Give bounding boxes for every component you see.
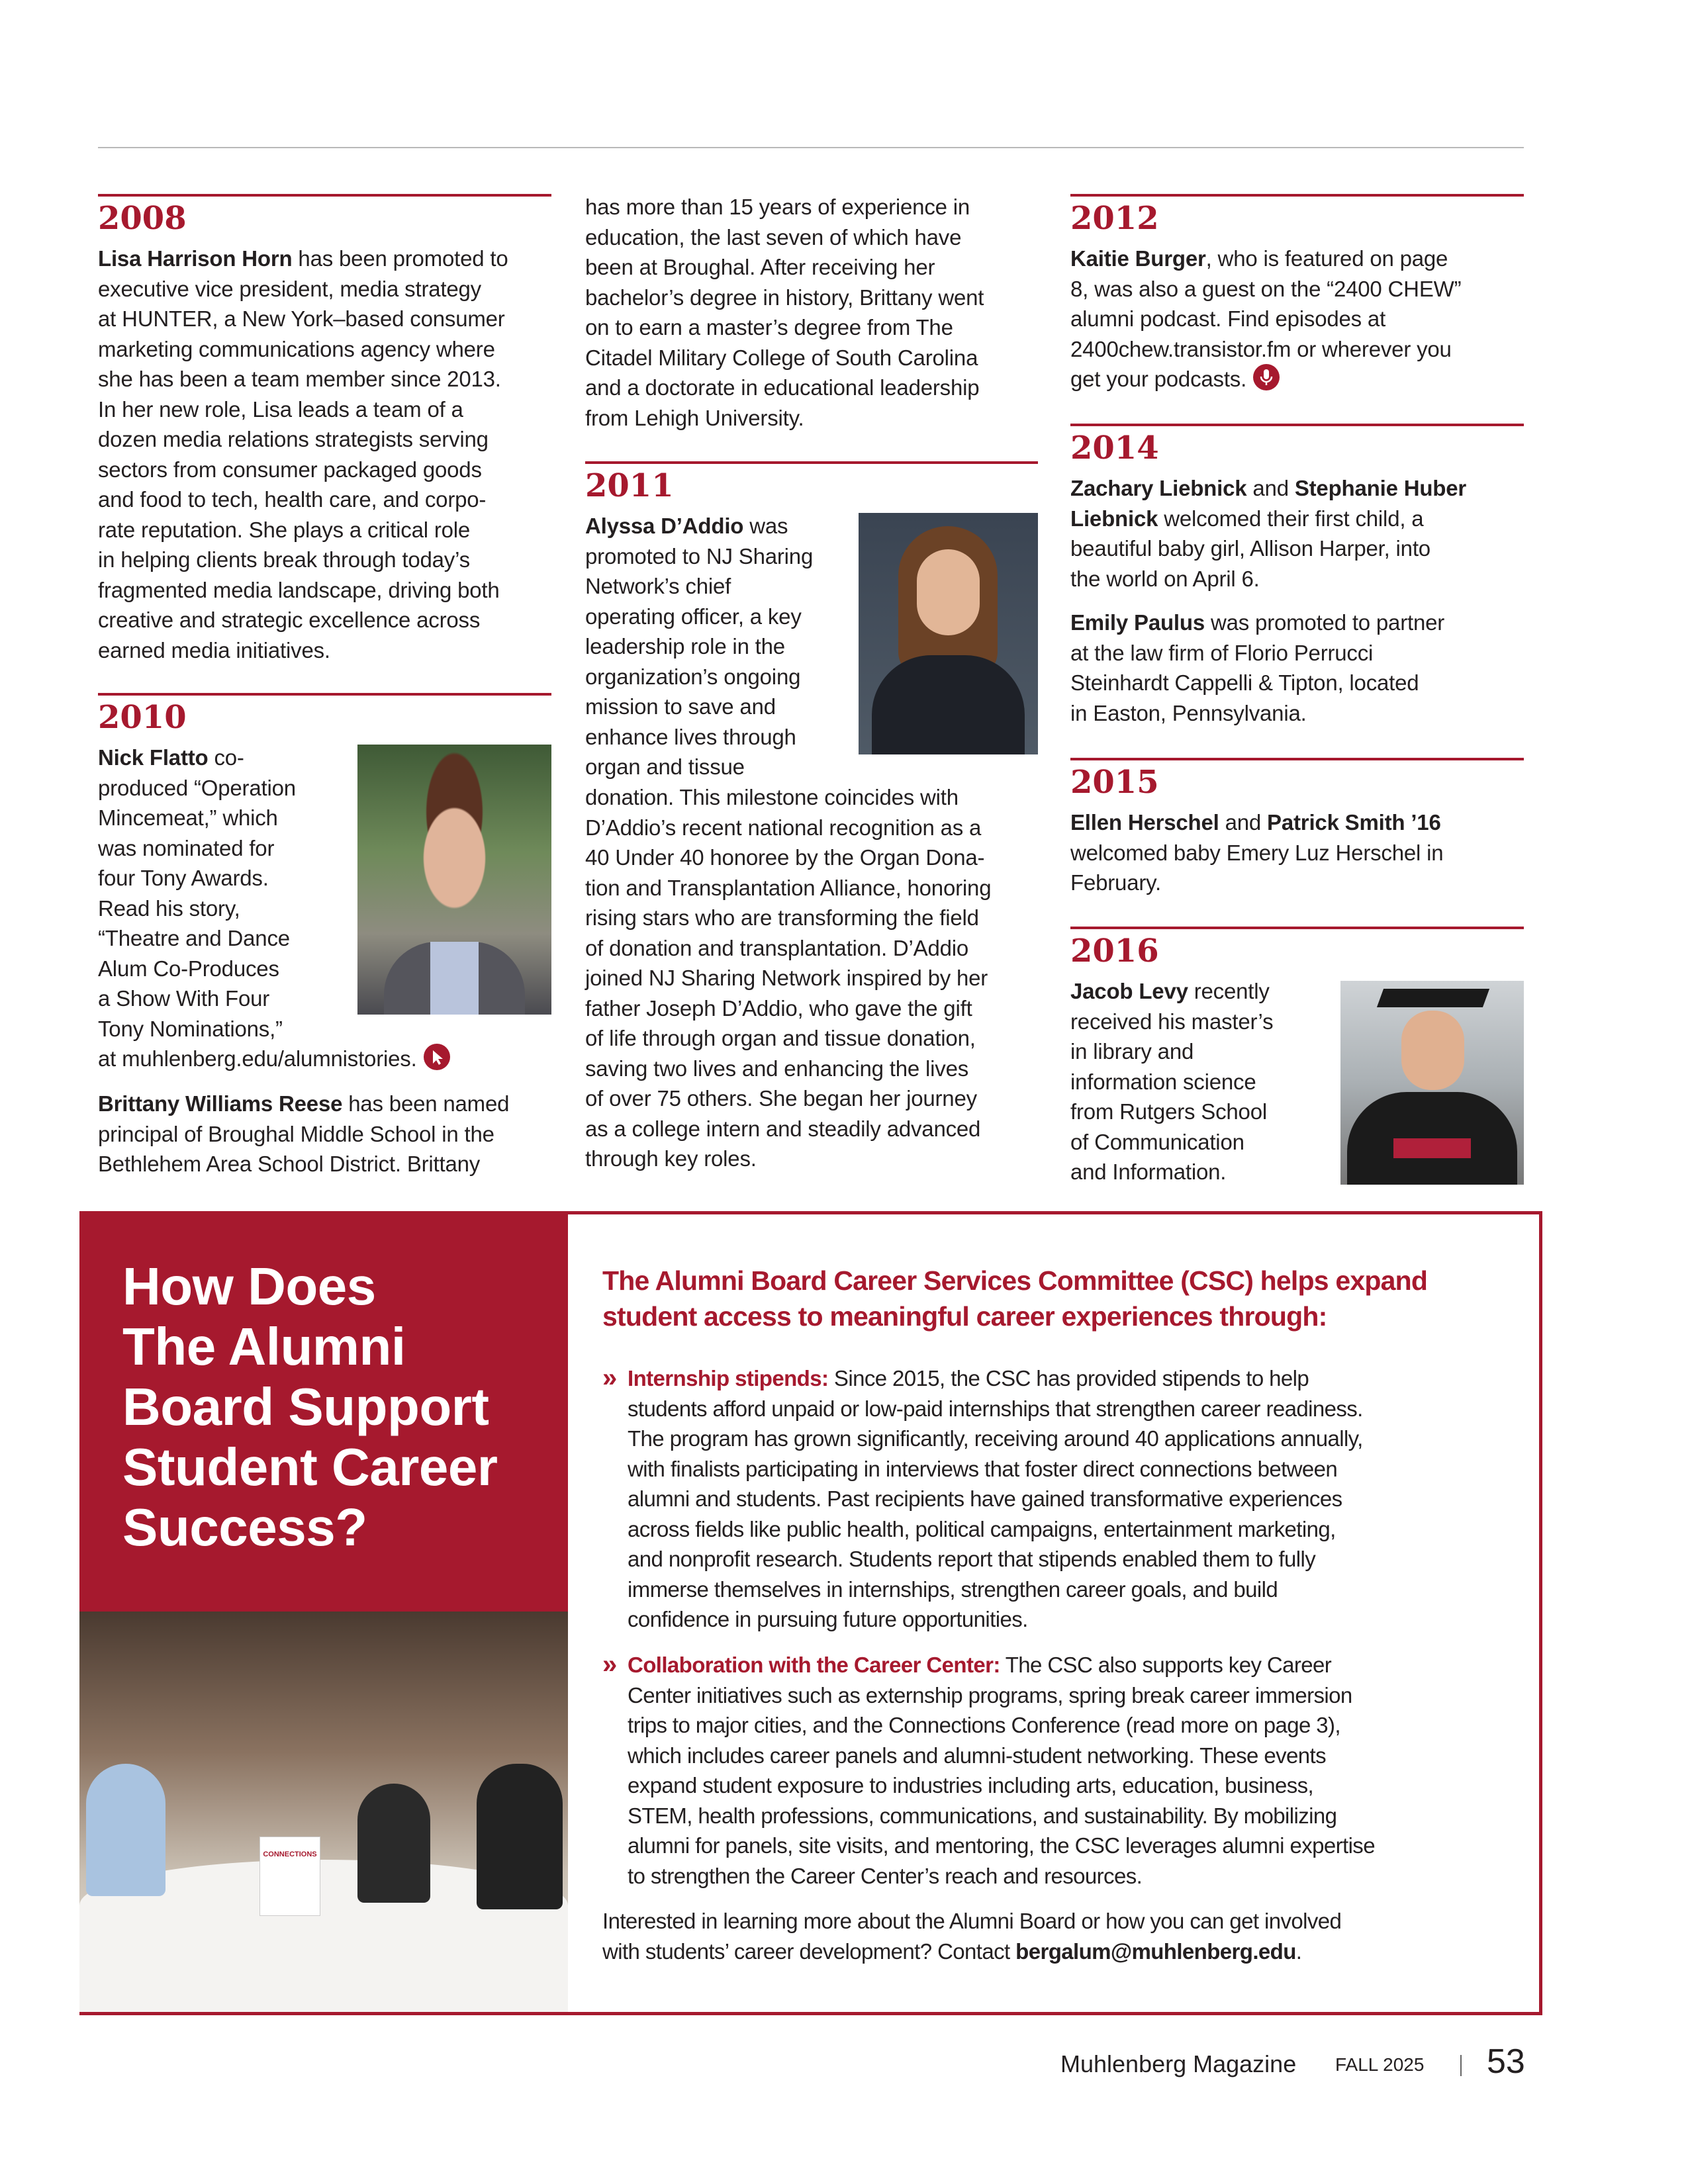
alum-name: Zachary Liebnick	[1070, 476, 1247, 500]
alyssa-daddio-photo	[859, 513, 1038, 754]
bullet-text: students afford unpaid or low-paid internships that strengthen career readiness. The program has grown significantly, receiving around 40 applications annually, with finalists participating in interviews that foster direct connections between alumni and students. Past recipients have gained transformative experiences across fields like public health, political campaigns, entertainment marketing, and nonprofit research. Students report that stipends enabled them to fully immerse themselves in internships, strengthen career goals, and build confidence in pursuing future opportunities.	[628, 1396, 1363, 1631]
alum-name: Lisa Harrison Horn	[98, 246, 293, 271]
section-rule	[1070, 424, 1524, 426]
note-text: was promoted to NJ Sharing Network’s chief operating officer, a key leadership role in the organization’s ongoing mission to save and enhance lives through organ and tissue	[585, 514, 814, 779]
nick-flatto-photo	[357, 745, 551, 1015]
closing-text: .	[1295, 1938, 1302, 1964]
note-text: and	[1219, 810, 1268, 835]
alum-name: Ellen Herschel	[1070, 810, 1219, 835]
note-herschel-smith	[1070, 807, 1534, 898]
note-text: was promoted to partner at the law firm of Florio Perrucci Steinhardt Cappelli & Tipton, located in Easton, Pennsylvania.	[1070, 610, 1445, 725]
feature-headline: How Does The Alumni Board Support Student Career Success?	[122, 1257, 498, 1557]
alum-name: Alyssa D’Addio	[585, 514, 744, 538]
bullet-label: Collaboration with the Career Center:	[628, 1653, 1000, 1677]
note-text: and	[1246, 476, 1295, 500]
note-lisa-harrison-horn	[98, 244, 561, 665]
year-heading-2016: 2016	[1070, 933, 1159, 970]
alum-name: Stephanie Huber Liebnick	[1070, 476, 1467, 531]
chevron-bullet-icon: »	[602, 1363, 618, 1392]
bullet-internship-stipends	[628, 1363, 1528, 1635]
note-text: has been named principal of Broughal Middle School in the Bethlehem Area School District. Brittany	[98, 1091, 510, 1176]
section-rule	[98, 194, 551, 197]
feature-closing	[602, 1906, 1529, 1966]
year-heading-2008: 2008	[98, 200, 187, 237]
microphone-icon[interactable]	[1253, 364, 1280, 390]
note-liebnick	[1070, 473, 1534, 594]
chevron-bullet-icon: »	[602, 1650, 618, 1679]
section-rule	[1070, 758, 1524, 760]
closing-text: Interested in learning more about the Alumni Board or how you can get involved with students’ career development? Contact	[602, 1909, 1342, 1964]
alum-name: Emily Paulus	[1070, 610, 1205, 635]
contact-email-link[interactable]: bergalum@muhlenberg.edu	[1015, 1938, 1296, 1964]
note-text: welcomed baby Emery Luz Herschel in February.	[1070, 840, 1444, 895]
alum-name: Brittany Williams Reese	[98, 1091, 343, 1116]
alum-name: Nick Flatto	[98, 745, 209, 770]
note-brittany-williams-reese	[98, 1089, 561, 1179]
alum-name: Kaitie Burger	[1070, 246, 1206, 271]
note-jacob-levy	[1070, 976, 1335, 1187]
bullet-text: The CSC also supports key Career	[1000, 1653, 1332, 1677]
bullet-text: Center initiatives such as externship programs, spring break career immersion trips to major cities, and the Connections Conference (read more on page 3), which includes career panels and alumni-student networking. These events expand student exposure to industries including arts, education, business, STEM, health professions, communications, and sustainability. By mobilizing alumni for panels, site visits, and mentoring, the CSC leverages alumni expertise to strengthen the Career Center’s reach and resources.	[628, 1682, 1375, 1888]
note-emily-paulus	[1070, 608, 1534, 728]
note-text: welcomed their first child, a beautiful baby girl, Allison Harper, into the world on April 6.	[1070, 506, 1430, 591]
year-heading-2012: 2012	[1070, 200, 1159, 237]
footer-divider	[1460, 2055, 1462, 2076]
section-rule	[98, 693, 551, 696]
year-heading-2010: 2010	[98, 699, 187, 736]
feature-headline-panel	[79, 1211, 568, 1612]
issue-label: FALL 2025	[1335, 2054, 1425, 2075]
alum-name: Jacob Levy	[1070, 979, 1188, 1003]
year-heading-2011: 2011	[585, 467, 674, 504]
section-rule	[585, 461, 1038, 464]
note-text: recently received his master’s in library and information science from Rutgers School of Communication and Information.	[1070, 979, 1274, 1184]
bullet-text: Since 2015, the CSC has provided stipends to help	[828, 1366, 1309, 1390]
note-brittany-continued: has more than 15 years of experience in education, the last seven of which have been at Broughal. After receiving her bachelor’s degree in history, Brittany went on to earn a master’s degree from The Citadel Military College of South Carolina and a doctorate in educational leadership from Lehigh University.	[585, 195, 984, 430]
alum-name: Patrick Smith ’16	[1267, 810, 1441, 835]
magazine-name: Muhlenberg Magazine	[1060, 2050, 1297, 2077]
note-text: , who is featured on page 8, was also a guest on the “2400 CHEW” alumni podcast. Find episodes at 2400chew.transistor.fm or wherever you get your podcasts.	[1070, 246, 1462, 391]
jacob-levy-photo	[1340, 981, 1524, 1185]
feature-intro: The Alumni Board Career Services Committee (CSC) helps expand student access to meaningful career experiences through:	[602, 1265, 1428, 1332]
note-text: has been promoted to executive vice president, media strategy at HUNTER, a New York–based consumer marketing communications agency where she has been a team member since 2013. In her new role, Lisa leads a team of a dozen media relations strategists serving sectors from consumer packaged goods and food to tech, health care, and corpo- rate reputation. She plays a critical role in helping clients break through today’s fragmented media landscape, driving both creative and strategic excellence across earned media initiatives.	[98, 246, 508, 662]
section-rule	[1070, 194, 1524, 197]
page-number: 53	[1487, 2042, 1525, 2081]
bullet-career-center	[628, 1650, 1528, 1891]
cursor-link-icon[interactable]	[424, 1044, 450, 1070]
note-alyssa-daddio	[585, 511, 863, 782]
year-heading-2015: 2015	[1070, 764, 1159, 801]
top-divider	[98, 147, 1524, 148]
conference-sign: CONNECTIONS	[259, 1837, 320, 1916]
bullet-label: Internship stipends:	[628, 1366, 829, 1390]
note-alyssa-continued: donation. This milestone coincides with D’Addio’s recent national recognition as a 40 Under 40 honoree by the Organ Dona- tion and Transplantation Alliance, honoring rising stars who are transforming the field of donation and transplantation. D’Addio joined NJ Sharing Network inspired by her father Joseph D’Addio, who gave the gift of life through organ and tissue donation, saving two lives and enhancing the lives of over 75 others. She began her journey as a college intern and steadily advanced through key roles.	[585, 785, 992, 1171]
connections-conference-photo	[79, 1612, 568, 2012]
note-kaitie-burger	[1070, 244, 1534, 394]
note-text: co- produced “Operation Mincemeat,” which was nominated for four Tony Awards. Read his story, “Theatre and Dance Alum Co-Produces a Show With Four Tony Nominations,” at muhlenberg.edu/alumnistories.	[98, 745, 417, 1071]
section-rule	[1070, 927, 1524, 929]
year-heading-2014: 2014	[1070, 430, 1159, 467]
